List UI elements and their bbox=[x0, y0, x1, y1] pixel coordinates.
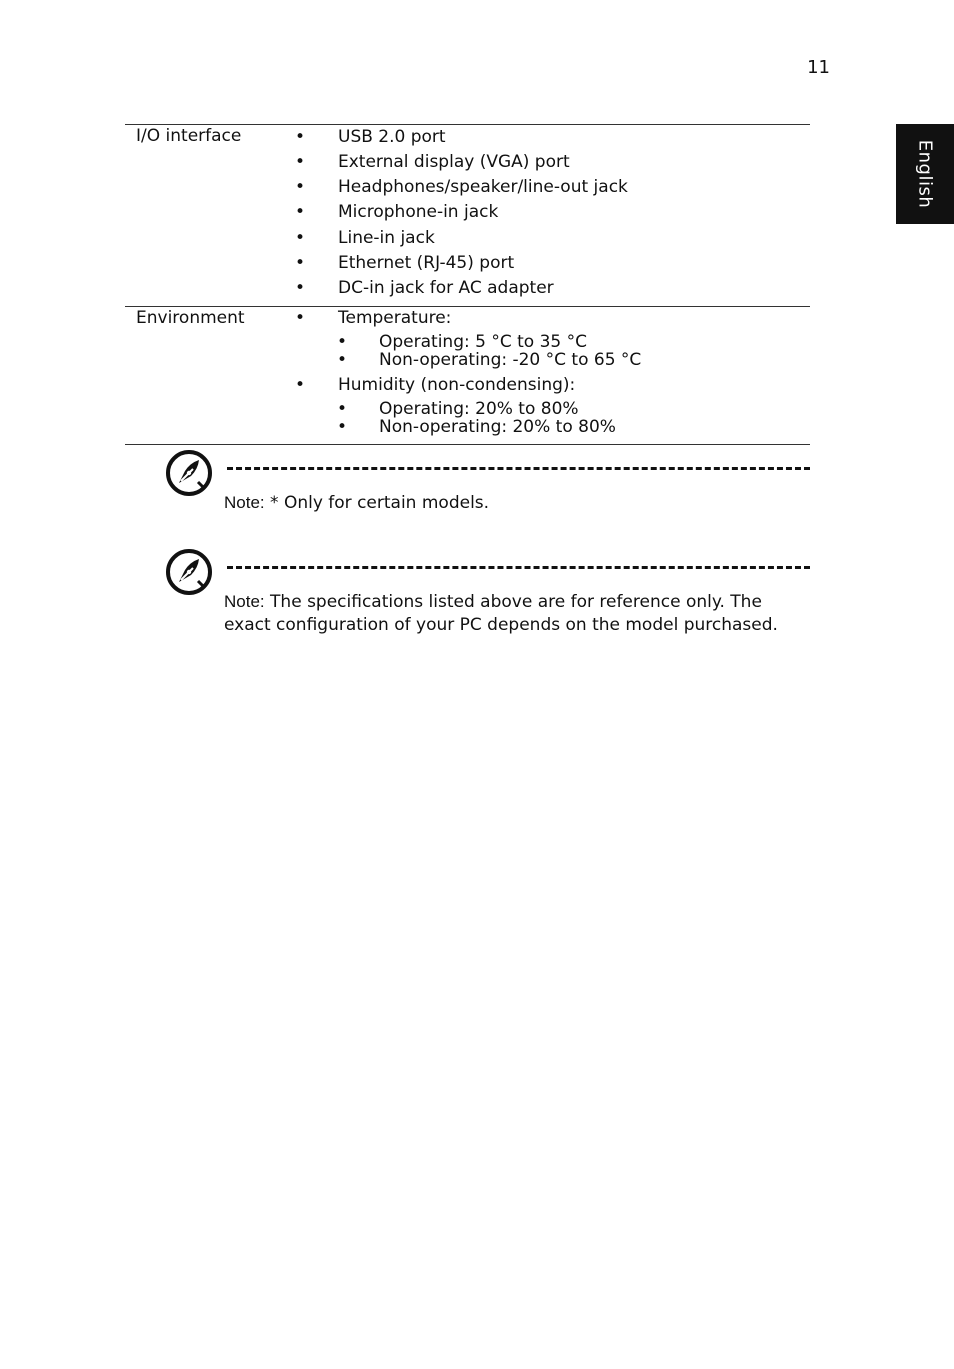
list-item: Microphone-in jack bbox=[338, 202, 499, 222]
note-body-line1: The specifications listed above are for reference only. The bbox=[270, 592, 762, 612]
bullet: • bbox=[295, 228, 306, 248]
note-body-line2: exact configuration of your PC depends on the model purchased. bbox=[224, 615, 778, 635]
bullet: • bbox=[295, 375, 306, 395]
sub-bullet: • bbox=[337, 417, 348, 437]
list-item-humidity: Humidity (non-condensing): bbox=[338, 375, 576, 395]
list-item: Line-in jack bbox=[338, 228, 435, 248]
bullet: • bbox=[295, 127, 306, 147]
bullet: • bbox=[295, 152, 306, 172]
row-label: I/O interface bbox=[136, 126, 242, 146]
list-item: DC-in jack for AC adapter bbox=[338, 278, 554, 298]
bullet: • bbox=[295, 278, 306, 298]
note-label: Note: bbox=[224, 592, 265, 611]
spec-row-environment bbox=[125, 307, 810, 444]
sub-bullet: • bbox=[337, 332, 348, 352]
note-text bbox=[224, 590, 810, 637]
note-pen-icon bbox=[165, 548, 213, 596]
sub-list-item: Non-operating: 20% to 80% bbox=[379, 417, 616, 437]
bullet: • bbox=[295, 202, 306, 222]
dashed-divider bbox=[227, 566, 810, 569]
table-rule-bottom bbox=[125, 444, 810, 445]
spec-row-io-interface bbox=[125, 125, 810, 306]
language-tab-label: English bbox=[914, 139, 936, 209]
list-item: Headphones/speaker/line-out jack bbox=[338, 177, 628, 197]
note-label: Note: bbox=[224, 493, 265, 512]
note-body: * Only for certain models. bbox=[270, 493, 490, 513]
note-text bbox=[224, 491, 810, 515]
dashed-divider bbox=[227, 467, 810, 470]
bullet: • bbox=[295, 253, 306, 273]
page-number: 11 bbox=[807, 57, 830, 78]
sub-bullet: • bbox=[337, 350, 348, 370]
bullet: • bbox=[295, 177, 306, 197]
list-item: Ethernet (RJ-45) port bbox=[338, 253, 515, 273]
spec-table bbox=[125, 124, 810, 445]
sub-list-item: Operating: 20% to 80% bbox=[379, 399, 579, 419]
row-label: Environment bbox=[136, 308, 245, 328]
sub-list-item: Operating: 5 °C to 35 °C bbox=[379, 332, 587, 352]
note-pen-icon bbox=[165, 449, 213, 497]
bullet: • bbox=[295, 308, 306, 328]
list-item-temperature: Temperature: bbox=[338, 308, 452, 328]
sub-bullet: • bbox=[337, 399, 348, 419]
sub-list-item: Non-operating: -20 °C to 65 °C bbox=[379, 350, 642, 370]
language-tab bbox=[896, 124, 954, 224]
list-item: External display (VGA) port bbox=[338, 152, 570, 172]
note-block bbox=[165, 548, 810, 643]
list-item: USB 2.0 port bbox=[338, 127, 446, 147]
note-block bbox=[165, 449, 810, 519]
